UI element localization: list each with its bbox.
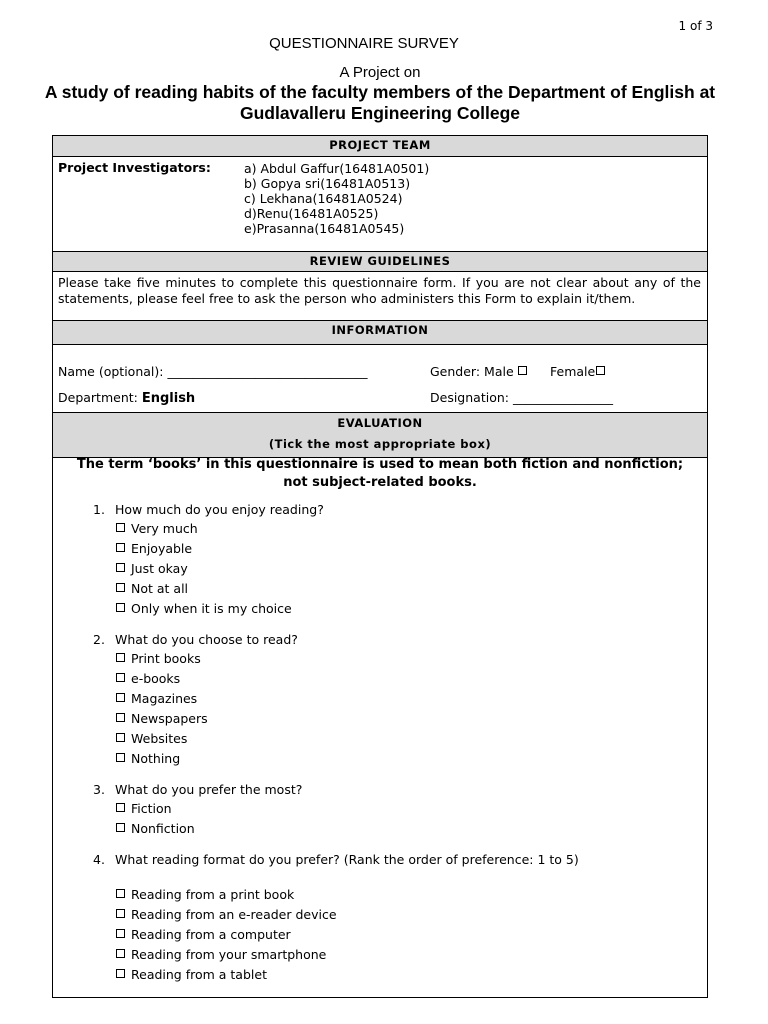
option-label: Just okay	[131, 561, 188, 576]
option-label: Websites	[131, 731, 188, 746]
option-label: Newspapers	[131, 711, 208, 726]
investigator-item: a) Abdul Gaffur(16481A0501)	[244, 161, 430, 176]
question-text: What do you choose to read?	[115, 632, 298, 647]
option-label: Reading from an e-reader device	[131, 907, 337, 922]
option-label: Print books	[131, 651, 201, 666]
designation-field[interactable]: Designation: ________________	[430, 390, 613, 405]
department-label: Department:	[58, 390, 138, 405]
review-guidelines-heading: REVIEW GUIDELINES	[53, 252, 707, 272]
information-heading: INFORMATION	[53, 321, 707, 345]
investigators-list	[244, 161, 429, 236]
investigator-item: c) Lekhana(16481A0524)	[244, 191, 403, 206]
checkbox-icon[interactable]	[116, 583, 125, 592]
gender-female-option[interactable]	[550, 364, 605, 379]
checkbox-icon[interactable]	[116, 929, 125, 938]
option-label: Very much	[131, 521, 198, 536]
checkbox-icon[interactable]	[116, 543, 125, 552]
checkbox-icon[interactable]	[116, 653, 125, 662]
checkbox-icon[interactable]	[116, 693, 125, 702]
female-label: Female	[550, 364, 596, 379]
question-4	[93, 852, 579, 867]
option[interactable]	[116, 965, 337, 985]
option[interactable]	[116, 559, 292, 579]
option[interactable]	[116, 925, 337, 945]
question-number: 1.	[93, 502, 105, 517]
study-title: A study of reading habits of the faculty members of the Department of English at Gudlavalleru Engineering College	[44, 82, 716, 123]
survey-title: QUESTIONNAIRE SURVEY	[269, 35, 459, 52]
option-label: Fiction	[131, 801, 172, 816]
investigator-item: e)Prasanna(16481A0545)	[244, 221, 405, 236]
option[interactable]	[116, 519, 292, 539]
checkbox-icon[interactable]	[116, 909, 125, 918]
investigator-item: d)Renu(16481A0525)	[244, 206, 379, 221]
option-label: e-books	[131, 671, 181, 686]
option[interactable]	[116, 799, 195, 819]
project-team-heading: PROJECT TEAM	[53, 136, 707, 157]
question-number: 2.	[93, 632, 105, 647]
option-label: Nonfiction	[131, 821, 195, 836]
option[interactable]	[116, 945, 337, 965]
evaluation-header	[53, 413, 707, 458]
checkbox-icon[interactable]	[518, 366, 527, 375]
checkbox-icon[interactable]	[116, 603, 125, 612]
option[interactable]	[116, 599, 292, 619]
checkbox-icon[interactable]	[116, 733, 125, 742]
name-field[interactable]: Name (optional): ________________________________	[58, 364, 368, 379]
option-label: Only when it is my choice	[131, 601, 292, 616]
option[interactable]	[116, 885, 337, 905]
books-definition-note: The term ‘books’ in this questionnaire is used to mean both fiction and nonfiction; not subject-related books.	[76, 457, 684, 490]
question-4-options	[116, 885, 337, 985]
option[interactable]	[116, 669, 208, 689]
checkbox-icon[interactable]	[596, 366, 605, 375]
question-text: How much do you enjoy reading?	[115, 502, 324, 517]
option-label: Reading from a computer	[131, 927, 291, 942]
evaluation-heading: EVALUATION	[337, 416, 423, 430]
option-label: Not at all	[131, 581, 189, 596]
option-label: Reading from a tablet	[131, 967, 267, 982]
question-text: What reading format do you prefer? (Rank the order of preference: 1 to 5)	[115, 852, 579, 867]
option[interactable]	[116, 905, 337, 925]
investigators-label: Project Investigators:	[58, 160, 211, 175]
question-2	[93, 632, 298, 647]
checkbox-icon[interactable]	[116, 523, 125, 532]
option[interactable]	[116, 539, 292, 559]
gender-male-option[interactable]	[430, 364, 527, 379]
option-label: Reading from your smartphone	[131, 947, 327, 962]
option[interactable]	[116, 689, 208, 709]
checkbox-icon[interactable]	[116, 969, 125, 978]
gender-label: Gender: Male	[430, 364, 514, 379]
question-3	[93, 782, 302, 797]
department-value: English	[141, 391, 196, 406]
evaluation-subheading: (Tick the most appropriate box)	[268, 437, 492, 451]
question-3-options	[116, 799, 195, 839]
option[interactable]	[116, 649, 208, 669]
checkbox-icon[interactable]	[116, 753, 125, 762]
checkbox-icon[interactable]	[116, 823, 125, 832]
option-label: Magazines	[131, 691, 198, 706]
question-number: 3.	[93, 782, 105, 797]
checkbox-icon[interactable]	[116, 889, 125, 898]
checkbox-icon[interactable]	[116, 563, 125, 572]
questionnaire-form	[52, 135, 708, 998]
department-field	[58, 390, 195, 406]
question-number: 4.	[93, 852, 105, 867]
question-text: What do you prefer the most?	[115, 782, 303, 797]
question-2-options	[116, 649, 208, 769]
project-subtitle: A Project on	[339, 64, 421, 81]
checkbox-icon[interactable]	[116, 803, 125, 812]
option-label: Enjoyable	[131, 541, 193, 556]
option[interactable]	[116, 729, 208, 749]
option[interactable]	[116, 709, 208, 729]
option[interactable]	[116, 749, 208, 769]
option-label: Reading from a print book	[131, 887, 295, 902]
investigator-item: b) Gopya sri(16481A0513)	[244, 176, 411, 191]
question-1	[93, 502, 324, 517]
checkbox-icon[interactable]	[116, 713, 125, 722]
review-guidelines-text: Please take five minutes to complete this questionnaire form. If you are not clear about any of the statements, please feel free to ask the person who administers this Form to explain it/them.	[58, 275, 701, 306]
question-1-options	[116, 519, 292, 619]
option[interactable]	[116, 579, 292, 599]
page-number: 1 of 3	[678, 19, 713, 33]
option[interactable]	[116, 819, 195, 839]
checkbox-icon[interactable]	[116, 949, 125, 958]
option-label: Nothing	[131, 751, 181, 766]
checkbox-icon[interactable]	[116, 673, 125, 682]
